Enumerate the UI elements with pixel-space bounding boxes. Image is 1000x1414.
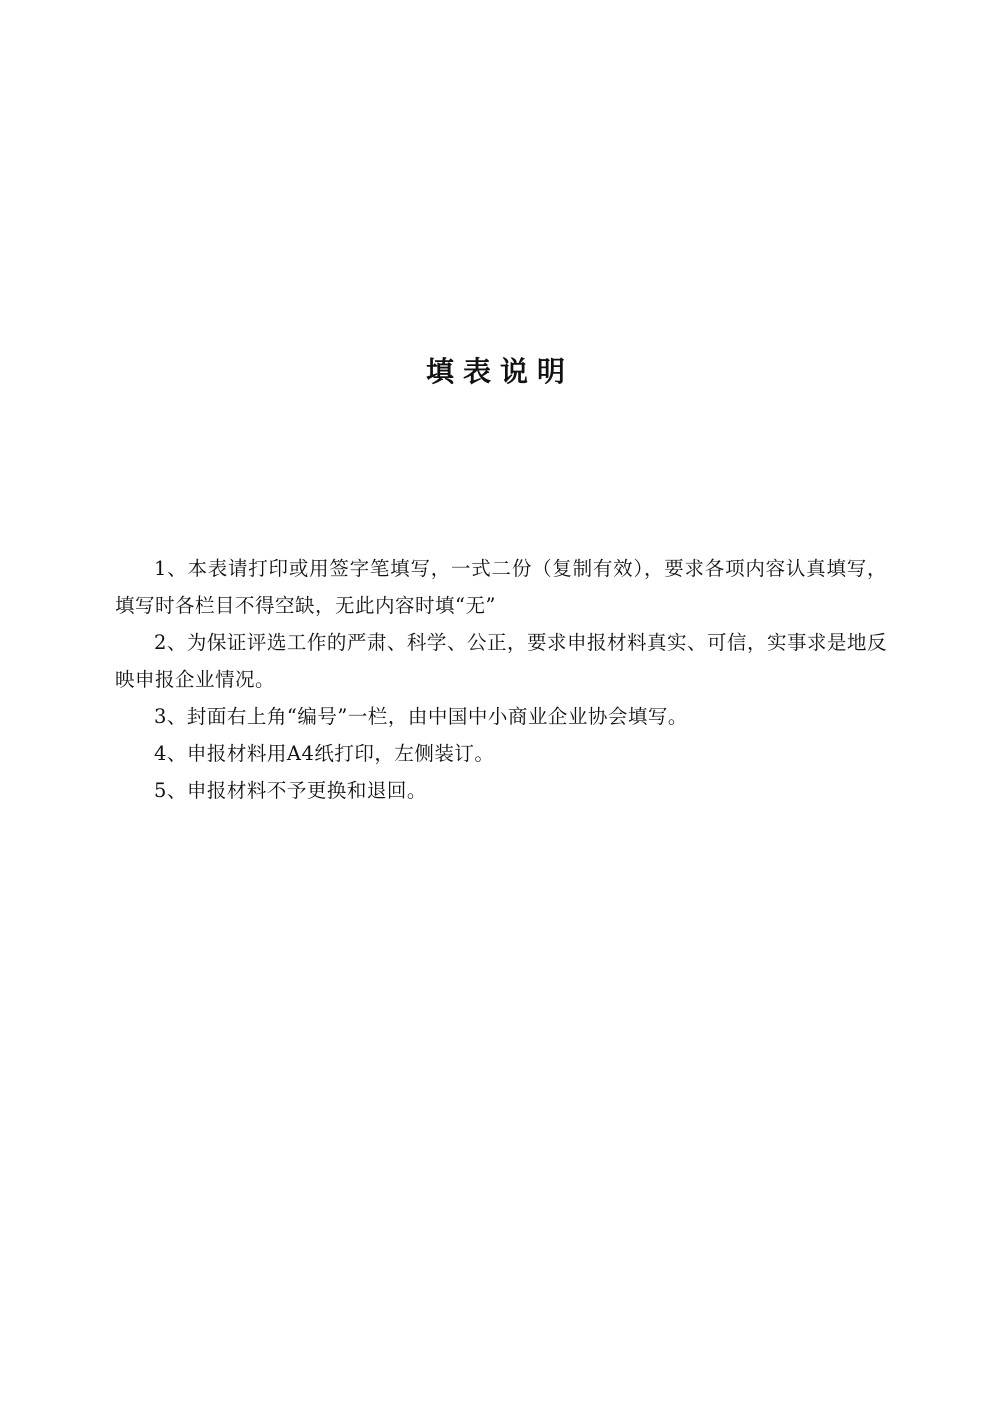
page-title: 填表说明 — [425, 355, 574, 388]
instruction-item-3: 3、封面右上角“编号”一栏，由中国中小商业企业协会填写。 — [154, 705, 688, 728]
instruction-item-4: 4、申报材料用A4纸打印，左侧装订。 — [154, 742, 495, 765]
instruction-list — [115, 550, 887, 809]
instruction-item-5: 5、申报材料不予更换和退回。 — [154, 779, 427, 802]
instruction-item-1: 1、本表请打印或用签字笔填写，一式二份（复制有效），要求各项内容认真填写，填写时各栏目不得空缺，无此内容时填“无” — [115, 557, 887, 617]
instruction-item-2: 2、为保证评选工作的严肃、科学、公正，要求申报材料真实、可信，实事求是地反映申报企业情况。 — [115, 631, 887, 691]
